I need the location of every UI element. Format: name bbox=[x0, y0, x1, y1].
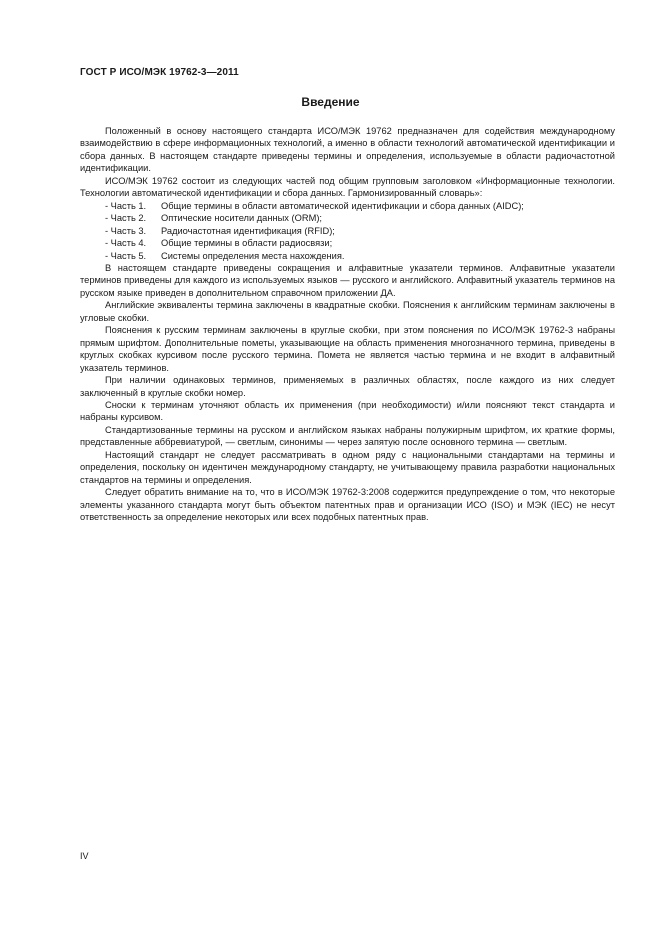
part-text: Системы определения места нахождения. bbox=[161, 250, 345, 261]
part-label: - Часть 4. bbox=[105, 238, 147, 249]
document-header: ГОСТ Р ИСО/МЭК 19762-3—2011 bbox=[80, 67, 239, 78]
document-body bbox=[80, 125, 615, 524]
paragraph: Стандартизованные термины на русском и английском языках набраны полужирным шрифтом, их краткие формы, представленные аббревиатурой, — светлым, синонимы — через запятую после основного термина — светлым. bbox=[80, 424, 615, 448]
paragraph: Английские эквиваленты термина заключены в квадратные скобки. Пояснения к английским терминам заключены в угловые скобки. bbox=[80, 300, 615, 323]
paragraph: Пояснения к русским терминам заключены в круглые скобки, при этом пояснения по ИСО/МЭК 19762-3 набраны прямым шрифтом. Дополнительные пометы, указывающие на область применения многозначного термина, приведены в круглых скобках курсивом после русского термина. Помета не является частью термина и не входит в алфавитный указатель терминов. bbox=[80, 325, 615, 373]
paragraph: В настоящем стандарте приведены сокращения и алфавитные указатели терминов. Алфавитные указатели терминов приведены для каждого из используемых языков — русского и английского. Алфавитный указатель терминов на русском языке приведен в дополнительном справочном приложении ДА. bbox=[80, 262, 615, 298]
paragraph: Положенный в основу настоящего стандарта ИСО/МЭК 19762 предназначен для содействия международному взаимодействию в сфере информационных технологий, а именно в области технологий автоматической идентификации и сбора данных. В настоящем стандарте приведены термины и определения, используемые в области радиочастотной идентификации. bbox=[80, 126, 615, 174]
paragraph: Настоящий стандарт не следует рассматривать в одном ряду с национальными стандартами на термины и определения, поскольку он идентичен международному стандарту, не учитывающему правила разработки национальных стандартов на термины и определения. bbox=[80, 449, 615, 485]
part-text: Оптические носители данных (ORM); bbox=[161, 213, 322, 224]
part-label: - Часть 3. bbox=[105, 225, 147, 236]
paragraph: Сноски к терминам уточняют область их применения (при необходимости) и/или поясняют текст стандарта и набраны курсивом. bbox=[80, 399, 615, 423]
list-item bbox=[80, 212, 615, 224]
paragraph: При наличии одинаковых терминов, применяемых в различных областях, после каждого из них следует заключенный в круглые скобки номер. bbox=[80, 375, 615, 398]
part-text: Общие термины в области радиосвязи; bbox=[161, 238, 333, 249]
part-label: - Часть 5. bbox=[105, 250, 147, 261]
paragraph: Следует обратить внимание на то, что в ИСО/МЭК 19762-3:2008 содержится предупреждение о том, что некоторые элементы указанного стандарта могут быть объектом патентных прав и организации ИСО (ISO) и МЭК (IEC) не несут ответственность за определение некоторых или всех подобных патентных прав. bbox=[80, 487, 615, 523]
part-label: - Часть 2. bbox=[105, 213, 147, 224]
part-text: Общие термины в области автоматической идентификации и сбора данных (AIDC); bbox=[161, 200, 524, 211]
part-text: Радиочастотная идентификация (RFID); bbox=[161, 225, 335, 236]
section-title: Введение bbox=[301, 95, 360, 109]
list-item bbox=[80, 200, 615, 212]
list-item bbox=[80, 250, 615, 262]
paragraph: ИСО/МЭК 19762 состоит из следующих частей под общим групповым заголовком «Информационные технологии. Технологии автоматической идентификации и сбора данных. Гармонизированный словарь»: bbox=[80, 175, 615, 199]
page-number: IV bbox=[80, 851, 89, 861]
list-item bbox=[80, 237, 615, 249]
part-label: - Часть 1. bbox=[105, 200, 147, 211]
list-item bbox=[80, 225, 615, 237]
parts-list bbox=[80, 200, 615, 262]
